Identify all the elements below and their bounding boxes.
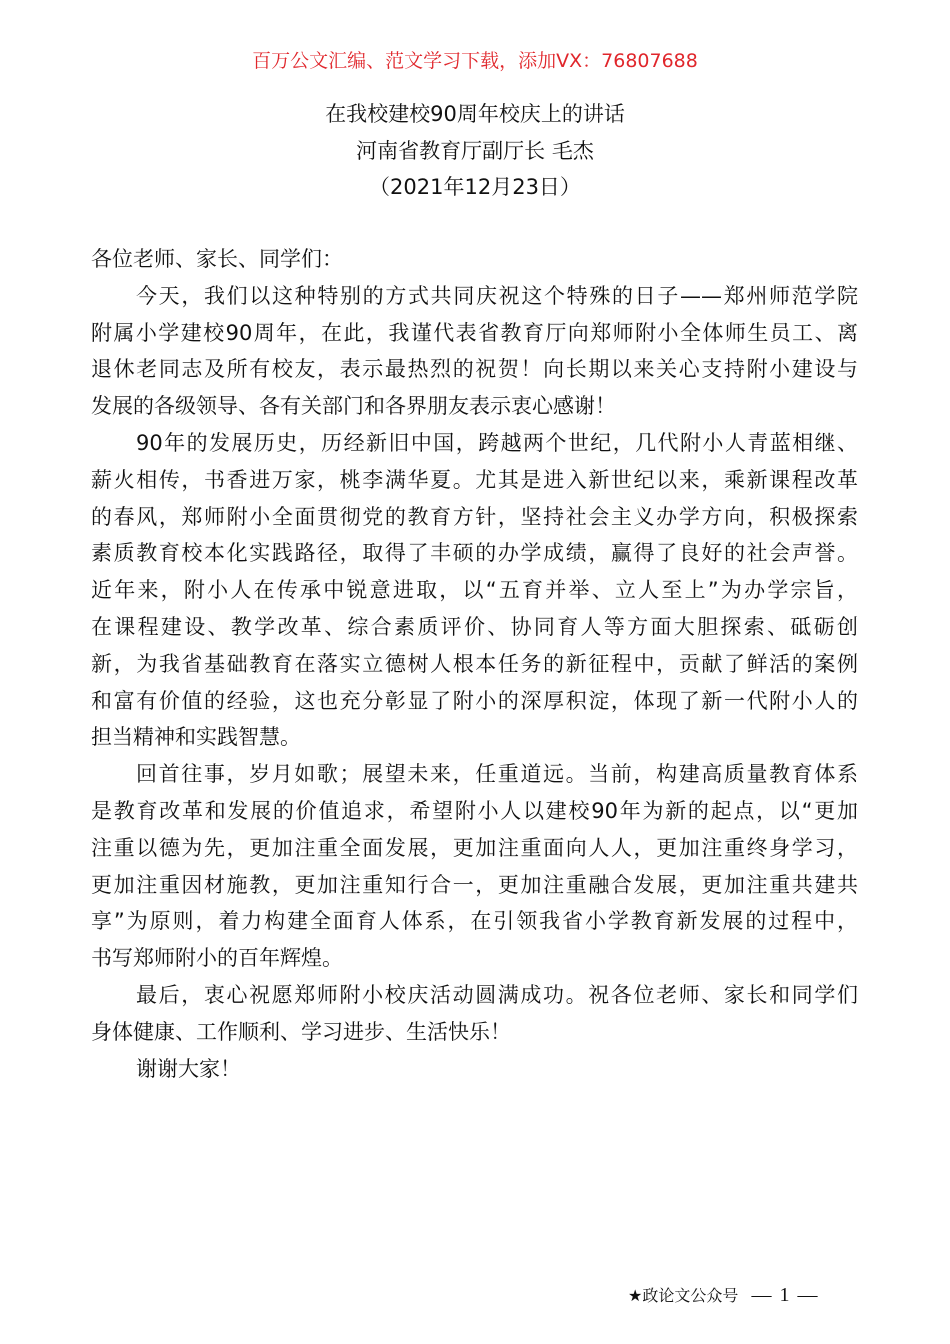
- text-line: 附属小学建校90周年，在此，我谨代表省教育厅向郑师附小全体师生员工、离: [91, 320, 858, 345]
- text-line: 在课程建设、教学改革、综合素质评价、协同育人等方面大胆探索、砥砺创: [91, 614, 858, 639]
- text-line: 薪火相传，书香进万家，桃李满华夏。尤其是进入新世纪以来，乘新课程改革: [91, 467, 858, 492]
- page-dash-left: —: [751, 1284, 772, 1306]
- text-line: 90年的发展历史，历经新旧中国，跨越两个世纪，几代附小人青蓝相继、: [136, 430, 858, 455]
- text-line: 书写郑师附小的百年辉煌。: [91, 946, 343, 971]
- speech-title: 在我校建校90周年校庆上的讲话: [325, 102, 625, 126]
- footer-source: ★政论文公众号: [628, 1286, 739, 1305]
- text-line: 身体健康、工作顺利、学习进步、生活快乐！: [91, 1019, 511, 1044]
- text-line: 享”为原则，着力构建全面育人体系，在引领我省小学教育新发展的过程中，: [91, 909, 858, 934]
- text-line: 素质教育校本化实践路径，取得了丰硕的办学成绩，赢得了良好的社会声誉。: [91, 541, 858, 566]
- text-line: 发展的各级领导、各有关部门和各界朋友表示衷心感谢！: [91, 394, 616, 419]
- speech-date: （2021年12月23日）: [369, 175, 581, 199]
- text-line: 注重以德为先，更加注重全面发展，更加注重面向人人，更加注重终身学习，: [91, 835, 858, 860]
- text-line: 今天，我们以这种特别的方式共同庆祝这个特殊的日子——郑州师范学院: [136, 283, 858, 308]
- text-line: 各位老师、家长、同学们：: [91, 247, 343, 271]
- speaker-line: 河南省教育厅副厅长 毛杰: [356, 139, 594, 163]
- text-line: 最后，衷心祝愿郑师附小校庆活动圆满成功。祝各位老师、家长和同学们: [136, 982, 858, 1007]
- page-footer: [628, 1283, 825, 1307]
- text-line: 更加注重因材施教，更加注重知行合一，更加注重融合发展，更加注重共建共: [91, 872, 858, 897]
- text-line: 近年来，附小人在传承中锐意进取，以“五育并举、立人至上”为办学宗旨，: [91, 578, 858, 603]
- text-line: 谢谢大家！: [136, 1056, 241, 1081]
- page-dash-right: —: [797, 1284, 818, 1306]
- text-line: 担当精神和实践智慧。: [91, 725, 301, 750]
- text-line: 的春风，郑师附小全面贯彻党的教育方针，坚持社会主义办学方向，积极探索: [91, 504, 858, 529]
- text-line: 和富有价值的经验，这也充分彰显了附小的深厚积淀，体现了新一代附小人的: [91, 688, 858, 713]
- page-number: 1: [779, 1284, 790, 1306]
- text-line: 退休老同志及所有校友，表示最热烈的祝贺！向长期以来关心支持附小建设与: [91, 357, 858, 382]
- text-line: 回首往事，岁月如歌；展望未来，任重道远。当前，构建高质量教育体系: [136, 762, 858, 787]
- text-line: 是教育改革和发展的价值追求，希望附小人以建校90年为新的起点，以“更加: [91, 798, 858, 823]
- watermark-notice: 百万公文汇编、范文学习下载，添加VX：76807688: [252, 50, 698, 72]
- speech-body: [91, 241, 858, 1087]
- text-line: 新，为我省基础教育在落实立德树人根本任务的新征程中，贡献了鲜活的案例: [91, 651, 858, 676]
